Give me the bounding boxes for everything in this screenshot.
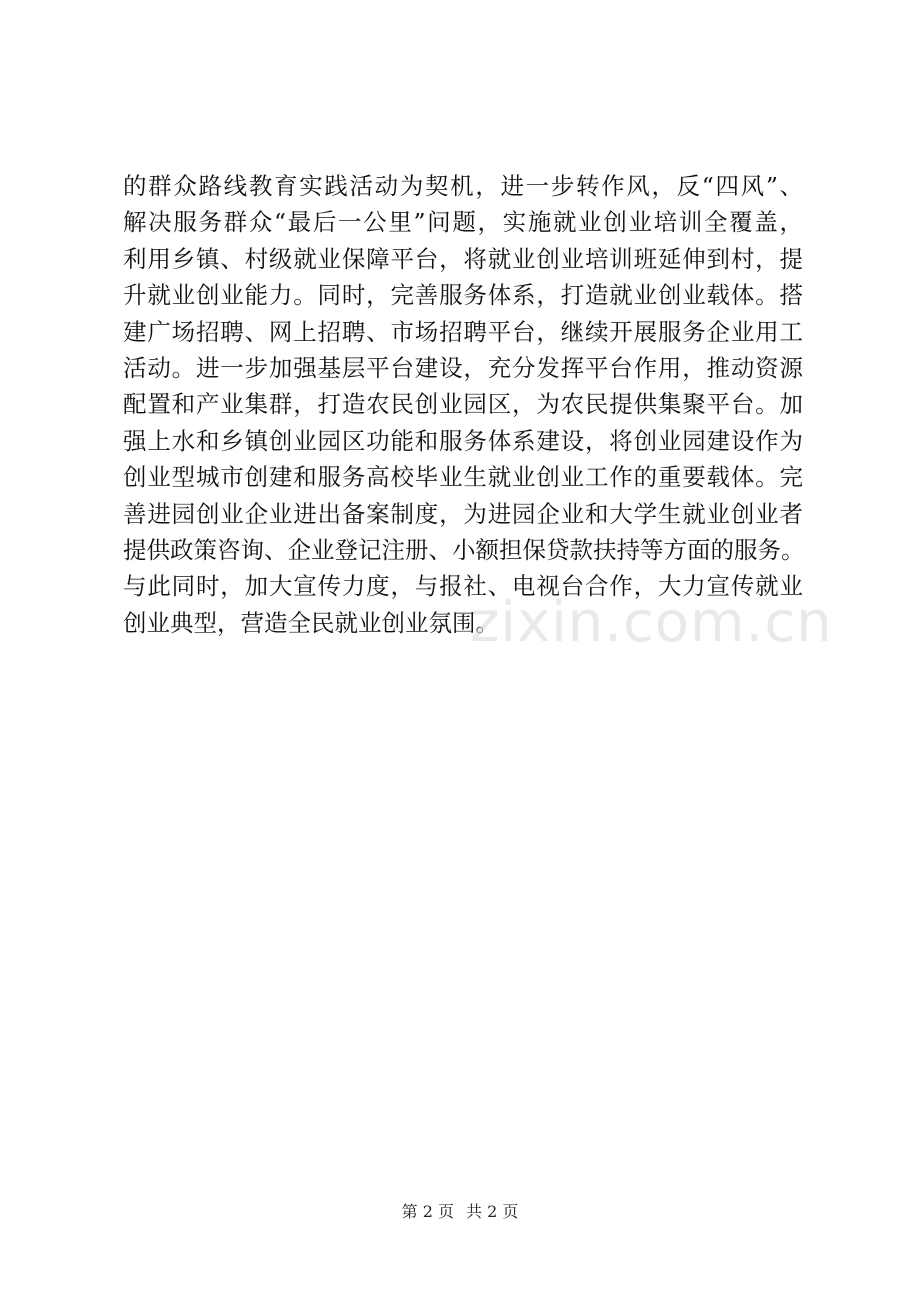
text-line-11: 提供政策咨询、企业登记注册、小额担保贷款扶持等方面的服务。 <box>123 535 805 564</box>
text-line-10: 善进园创业企业进出备案制度，为进园企业和大学生就业创业者 <box>123 499 803 528</box>
text-line-4: 升就业创业能力。同时，完善服务体系，打造就业创业载体。搭 <box>123 281 803 310</box>
page-number: 第 2 页 <box>401 1202 454 1221</box>
text-line-12: 与此同时，加大宣传力度，与报社、电视台合作，大力宣传就业 <box>123 572 803 601</box>
text-line-3: 利用乡镇、村级就业保障平台，将就业创业培训班延伸到村，提 <box>123 244 803 273</box>
text-line-7: 配置和产业集群，打造农民创业园区，为农民提供集聚平台。加 <box>123 390 803 419</box>
body-paragraph <box>123 168 803 641</box>
page-footer <box>0 1199 920 1222</box>
text-line-9: 创业型城市创建和服务高校毕业生就业创业工作的重要载体。完 <box>123 463 803 492</box>
text-line-8: 强上水和乡镇创业园区功能和服务体系建设，将创业园建设作为 <box>123 426 803 455</box>
text-line-5: 建广场招聘、网上招聘、市场招聘平台，继续开展服务企业用工 <box>123 317 803 346</box>
text-line-2: 解决服务群众“最后一公里”问题，实施就业创业培训全覆盖， <box>123 208 803 237</box>
text-line-6: 活动。进一步加强基层平台建设，充分发挥平台作用，推动资源 <box>123 353 803 382</box>
watermark: zixin.com.cn <box>470 590 833 655</box>
text-line-1: 的群众路线教育实践活动为契机，进一步转作风，反“四风”、 <box>123 172 803 200</box>
text-line-13: 创业典型，营造全民就业创业氛围。 <box>123 608 499 637</box>
page-total: 共 2 页 <box>466 1202 519 1221</box>
